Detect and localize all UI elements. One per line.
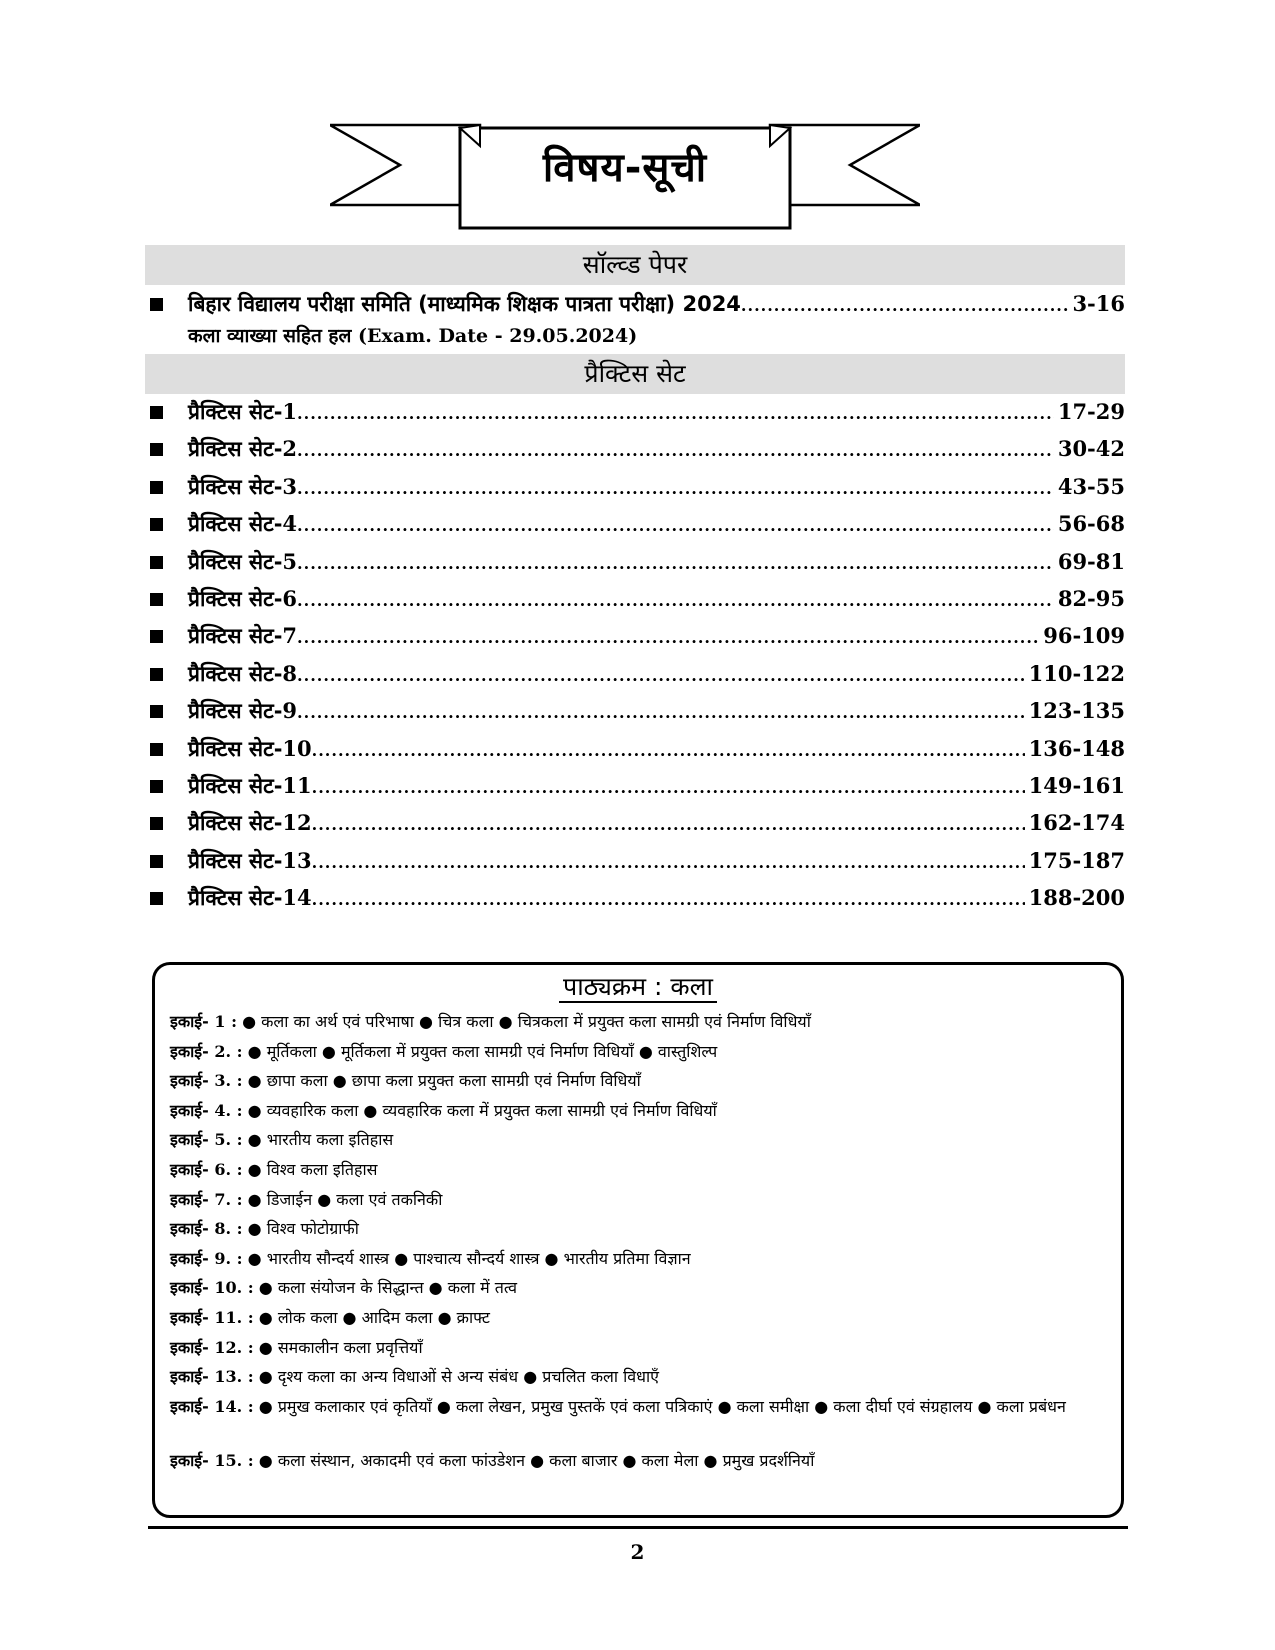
dot-leader [297, 554, 1054, 573]
unit-number: 11. : [214, 1308, 254, 1327]
syllabus-unit [170, 1305, 1110, 1331]
solved-paper-subtitle [188, 322, 637, 348]
entry-label: प्रैक्टिस सेट- [188, 699, 283, 724]
unit-label [170, 1367, 254, 1386]
square-bullet-icon [150, 481, 163, 494]
unit-label-text: इकाई- [170, 1189, 209, 1209]
practice-set-entry[interactable] [150, 847, 1125, 875]
entry-pages: 188-200 [1028, 885, 1125, 911]
unit-number: 7. : [214, 1189, 243, 1209]
unit-label-text: इकाई- [170, 1450, 209, 1470]
unit-label [170, 1249, 243, 1268]
syllabus-title [155, 969, 1121, 1003]
syllabus-unit [170, 1009, 1110, 1035]
dot-leader [297, 516, 1054, 535]
square-bullet-icon [150, 743, 163, 756]
entry-label: प्रैक्टिस सेट- [188, 587, 283, 611]
entry-label: प्रैक्टिस सेट- [188, 811, 283, 836]
practice-set-entry[interactable] [150, 548, 1125, 576]
square-bullet-icon [150, 817, 163, 830]
unit-topics: ● प्रमुख कलाकार एवं कृतियाँ ● कला लेखन, प्रमुख पुस्तकें एवं कला पत्रिकाएं ● कला समीक्षा ● कला दीर्घा एवं संग्रहालय ● कला प्रबंधन [258, 1396, 1066, 1416]
entry-label: प्रैक्टिस सेट- [188, 512, 283, 537]
entry-pages: 56-68 [1057, 511, 1125, 537]
unit-label-text: इकाई- [170, 1100, 209, 1120]
entry-number: 2 [282, 436, 298, 462]
practice-set-heading: प्रैक्टिस सेट [145, 354, 1125, 394]
entry-label: प्रैक्टिस सेट- [188, 624, 283, 649]
entry-pages: 96-109 [1043, 623, 1125, 649]
unit-label [170, 1278, 254, 1297]
unit-label [170, 1012, 237, 1031]
square-bullet-icon [150, 406, 163, 419]
entry-number: 7 [282, 623, 298, 649]
entry-pages: 82-95 [1057, 586, 1125, 611]
entry-pages: 149-161 [1028, 773, 1125, 798]
square-bullet-icon [150, 892, 163, 905]
dot-leader [312, 741, 1025, 760]
unit-label-text: इकाई- [170, 1160, 209, 1179]
entry-number: 3 [282, 473, 298, 499]
dot-leader [312, 890, 1025, 909]
unit-number: 5. : [214, 1130, 243, 1150]
subtitle-hindi: कला व्याख्या सहित हल [188, 325, 352, 347]
syllabus-unit [170, 1068, 1110, 1094]
unit-label [170, 1451, 254, 1470]
entry-number: 4 [282, 511, 298, 537]
entry-pages: 136-148 [1028, 735, 1125, 761]
dot-leader [297, 628, 1039, 647]
unit-number: 1 : [214, 1012, 237, 1031]
entry-pages: 69-81 [1057, 548, 1125, 574]
unit-topics: ● भारतीय कला इतिहास [247, 1130, 394, 1150]
square-bullet-icon [150, 855, 163, 868]
solved-paper-heading: सॉल्व्ड पेपर [145, 245, 1125, 285]
unit-number: 14. : [214, 1396, 254, 1416]
unit-number: 4. : [214, 1100, 243, 1120]
unit-topics: ● दृश्य कला का अन्य विधाओं से अन्य संबंध ● प्रचलित कला विधाएँ [258, 1367, 659, 1387]
unit-label [170, 1308, 254, 1327]
square-bullet-icon [150, 630, 163, 643]
unit-label [170, 1190, 243, 1209]
solved-paper-entry[interactable] [150, 290, 1125, 318]
unit-label-text: इकाई- [170, 1041, 209, 1061]
unit-number: 13. : [214, 1367, 254, 1387]
unit-topics: ● कला का अर्थ एवं परिभाषा ● चित्र कला ● चित्रकला में प्रयुक्त कला सामग्री एवं निर्माण विधियाँ [242, 1012, 811, 1031]
syllabus-unit [170, 1246, 1110, 1272]
square-bullet-icon [150, 443, 163, 456]
square-bullet-icon [150, 668, 163, 681]
unit-label [170, 1042, 243, 1061]
unit-number: 9. : [214, 1248, 243, 1268]
unit-topics: ● विश्व कला इतिहास [247, 1160, 378, 1179]
entry-number: 14 [282, 885, 312, 911]
unit-number: 3. : [214, 1071, 243, 1091]
entry-label: प्रैक्टिस सेट- [188, 549, 283, 574]
dot-leader [312, 853, 1025, 872]
entry-number: 10 [282, 735, 312, 761]
entry-pages: 43-55 [1057, 473, 1125, 499]
unit-label-text: इकाई- [170, 1278, 209, 1298]
practice-set-entry[interactable] [150, 660, 1125, 688]
practice-set-entry[interactable] [150, 735, 1125, 763]
unit-label-text: इकाई- [170, 1012, 209, 1031]
dot-leader [312, 778, 1025, 797]
unit-label [170, 1219, 243, 1238]
unit-label [170, 1338, 254, 1357]
syllabus-unit [170, 1157, 1110, 1183]
entry-number: 11 [282, 773, 312, 798]
dot-leader [741, 296, 1069, 315]
unit-label-text: इकाई- [170, 1219, 209, 1239]
practice-set-entry[interactable] [150, 884, 1125, 912]
entry-number: 8 [282, 660, 298, 686]
dot-leader [297, 404, 1054, 423]
entry-pages: 110-122 [1028, 660, 1125, 686]
unit-number: 12. : [214, 1337, 254, 1357]
entry-pages: 3-16 [1072, 291, 1125, 316]
practice-set-entry[interactable] [150, 435, 1125, 463]
unit-number: 2. : [214, 1041, 243, 1061]
syllabus-unit [170, 1448, 1110, 1474]
title-banner [330, 120, 920, 240]
entry-number: 1 [282, 399, 298, 424]
unit-label-text: इकाई- [170, 1337, 209, 1357]
entry-number: 6 [282, 586, 298, 611]
unit-topics: ● भारतीय सौन्दर्य शास्त्र ● पाश्चात्य सौन्दर्य शास्त्र ● भारतीय प्रतिमा विज्ञान [247, 1248, 691, 1268]
syllabus-unit [170, 1187, 1110, 1213]
practice-set-entry[interactable] [150, 622, 1125, 650]
unit-topics: ● मूर्तिकला ● मूर्तिकला में प्रयुक्त कला सामग्री एवं निर्माण विधियाँ ● वास्तुशिल्प [247, 1041, 718, 1061]
practice-set-entry[interactable] [150, 510, 1125, 538]
footer-rule [148, 1526, 1128, 1529]
square-bullet-icon [150, 780, 163, 793]
dot-leader [297, 703, 1025, 722]
practice-set-entry[interactable] [150, 398, 1125, 426]
page-title: विषय-सूची [542, 145, 708, 191]
entry-number: 13 [282, 847, 312, 873]
entry-title: बिहार विद्यालय परीक्षा समिति (माध्यमिक शिक्षक पात्रता परीक्षा) 2024 [188, 292, 741, 316]
unit-topics: ● छापा कला ● छापा कला प्रयुक्त कला सामग्री एवं निर्माण विधियाँ [247, 1071, 641, 1091]
syllabus-unit [170, 1039, 1110, 1065]
practice-set-entry[interactable] [150, 772, 1125, 800]
dot-leader [297, 591, 1054, 610]
entry-label: प्रैक्टिस सेट- [188, 774, 283, 798]
unit-label [170, 1101, 243, 1120]
entry-pages: 123-135 [1028, 698, 1125, 724]
unit-label-text: इकाई- [170, 1396, 209, 1416]
unit-label-text: इकाई- [170, 1308, 209, 1327]
dot-leader [297, 479, 1054, 498]
entry-pages: 162-174 [1028, 810, 1125, 836]
unit-topics: ● डिजाईन ● कला एवं तकनिकी [247, 1189, 443, 1209]
syllabus-unit [170, 1275, 1110, 1301]
unit-label-text: इकाई- [170, 1367, 209, 1387]
entry-label: प्रैक्टिस सेट- [188, 848, 283, 873]
square-bullet-icon [150, 518, 163, 531]
syllabus-unit [170, 1335, 1110, 1361]
syllabus-unit [170, 1127, 1110, 1153]
dot-leader [297, 666, 1025, 685]
unit-label [170, 1071, 243, 1090]
square-bullet-icon [150, 593, 163, 606]
page-number: 2 [630, 1540, 645, 1564]
unit-label-text: इकाई- [170, 1248, 209, 1268]
practice-set-entry[interactable] [150, 809, 1125, 837]
unit-topics: ● विश्व फोटोग्राफी [247, 1219, 359, 1239]
entry-label: प्रैक्टिस सेट- [188, 886, 283, 911]
unit-topics: ● कला संयोजन के सिद्धान्त ● कला में तत्व [258, 1278, 517, 1298]
syllabus-unit [170, 1394, 1110, 1420]
unit-label-text: इकाई- [170, 1071, 209, 1091]
entry-number: 5 [282, 548, 298, 574]
unit-topics: ● लोक कला ● आदिम कला ● क्राफ्ट [258, 1308, 490, 1327]
dot-leader [312, 815, 1025, 834]
practice-set-entry[interactable] [150, 585, 1125, 613]
unit-number: 15. : [214, 1450, 254, 1470]
entry-label: प्रैक्टिस सेट- [188, 437, 283, 462]
entry-label: प्रैक्टिस सेट- [188, 661, 283, 686]
entry-pages: 30-42 [1057, 436, 1125, 462]
practice-set-entry[interactable] [150, 697, 1125, 725]
unit-topics: ● कला संस्थान, अकादमी एवं कला फांउडेशन ● कला बाजार ● कला मेला ● प्रमुख प्रदर्शनियाँ [258, 1450, 815, 1470]
entry-pages: 17-29 [1057, 399, 1125, 424]
syllabus-unit [170, 1364, 1110, 1390]
syllabus-unit [170, 1098, 1110, 1124]
entry-label: प्रैक्टिस सेट- [188, 736, 283, 761]
entry-number: 9 [282, 698, 298, 724]
syllabus-unit [170, 1216, 1110, 1242]
unit-topics: ● व्यवहारिक कला ● व्यवहारिक कला में प्रयुक्त कला सामग्री एवं निर्माण विधियाँ [247, 1100, 717, 1120]
square-bullet-icon [150, 556, 163, 569]
exam-date: (Exam. Date - 29.05.2024) [358, 325, 638, 347]
unit-topics: ● समकालीन कला प्रवृत्तियाँ [258, 1337, 423, 1357]
unit-label [170, 1397, 254, 1416]
syllabus-title-text: पाठ्यक्रम : कला [559, 972, 717, 1003]
entry-label: प्रैक्टिस सेट- [188, 400, 283, 424]
square-bullet-icon [150, 705, 163, 718]
entry-label: प्रैक्टिस सेट- [188, 474, 283, 499]
dot-leader [297, 441, 1054, 460]
practice-set-entry[interactable] [150, 473, 1125, 501]
entry-number: 12 [282, 810, 312, 836]
square-bullet-icon [150, 298, 163, 311]
unit-label [170, 1160, 243, 1179]
unit-label [170, 1130, 243, 1149]
syllabus-box [152, 962, 1124, 1518]
unit-number: 6. : [214, 1160, 243, 1179]
unit-number: 8. : [214, 1219, 243, 1239]
unit-number: 10. : [214, 1278, 254, 1298]
entry-pages: 175-187 [1028, 847, 1125, 873]
unit-label-text: इकाई- [170, 1130, 209, 1150]
